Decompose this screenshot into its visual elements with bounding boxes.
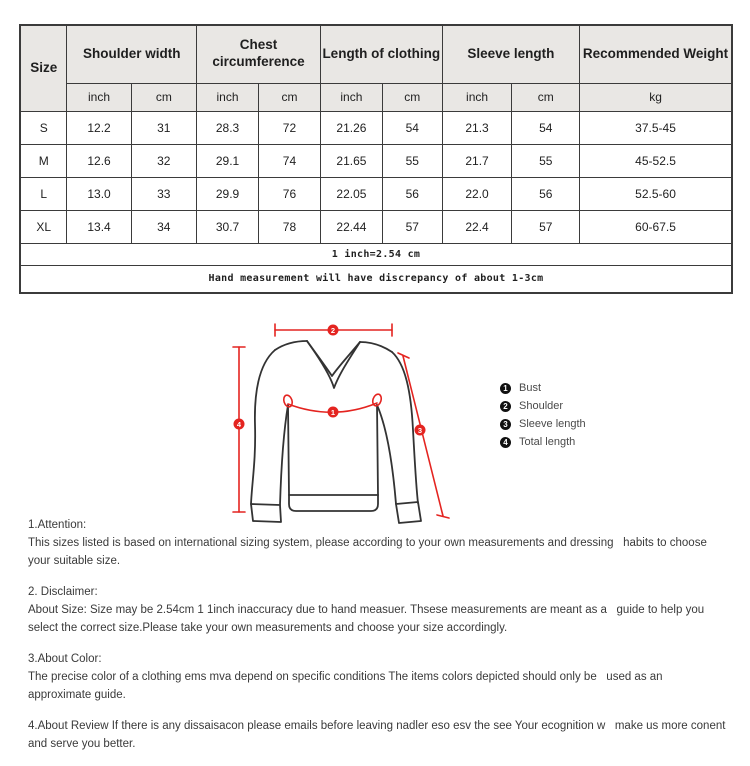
- value-cell: 37.5-45: [580, 111, 732, 144]
- col-header-recommended-weight: Recommended Weight: [580, 25, 732, 83]
- value-cell: 56: [382, 177, 442, 210]
- value-cell: 13.4: [67, 210, 131, 243]
- legend-item-total-length: [500, 433, 586, 451]
- value-cell: 34: [131, 210, 197, 243]
- col-header-chest-circumference: Chest circumference: [197, 25, 321, 83]
- size-cell: XL: [20, 210, 67, 243]
- size-cell: L: [20, 177, 67, 210]
- note-about-color: [28, 650, 728, 704]
- unit-cell: inch: [320, 83, 382, 111]
- value-cell: 56: [512, 177, 580, 210]
- note-body: 4.About Review If there is any dissaisacon please emails before leaving nadler eso esv the see Your ecognition w make us more conent and serve you better.: [28, 720, 729, 750]
- unit-cell: cm: [512, 83, 580, 111]
- table-row-size-s: [20, 111, 732, 144]
- col-header-size: Size: [20, 25, 67, 111]
- value-cell: 72: [259, 111, 321, 144]
- bust-badge-number: 1: [330, 407, 336, 417]
- note-body: About Size: Size may be 2.54cm 1 1inch inaccuracy due to hand measuer. Thsese measurements are meant as a guide to help you select the correct size.Please take your own measurements and choose your size accordingly.: [28, 604, 708, 634]
- value-cell: 21.7: [442, 144, 512, 177]
- unit-cell: inch: [197, 83, 259, 111]
- value-cell: 52.5-60: [580, 177, 732, 210]
- legend-label: Bust: [519, 382, 542, 394]
- value-cell: 54: [512, 111, 580, 144]
- unit-cell: cm: [259, 83, 321, 111]
- value-cell: 74: [259, 144, 321, 177]
- col-header-sleeve-length: Sleeve length: [442, 25, 579, 83]
- notes-section: [28, 516, 728, 766]
- size-cell: M: [20, 144, 67, 177]
- size-table: [19, 24, 733, 294]
- table-row-size-xl: [20, 210, 732, 243]
- legend-item-shoulder: [500, 397, 586, 415]
- note-body: This sizes listed is based on international sizing system, please according to your own measurements and dressing habits to choose your suitable size.: [28, 537, 711, 567]
- value-cell: 57: [512, 210, 580, 243]
- value-cell: 21.26: [320, 111, 382, 144]
- value-cell: 22.0: [442, 177, 512, 210]
- legend-item-sleeve-length: [500, 415, 586, 433]
- table-unit-row: [20, 83, 732, 111]
- sweater-measurement-diagram: [222, 313, 476, 539]
- table-footnote-inch-conversion: [20, 243, 732, 265]
- value-cell: 30.7: [197, 210, 259, 243]
- legend-label: Sleeve length: [519, 418, 586, 430]
- sleeve-badge-number: 3: [417, 425, 423, 435]
- value-cell: 22.05: [320, 177, 382, 210]
- unit-cell: cm: [131, 83, 197, 111]
- note-heading: 2. Disclaimer:: [28, 586, 98, 598]
- value-cell: 45-52.5: [580, 144, 732, 177]
- sweater-outline: [251, 341, 421, 523]
- measurement-badges: [234, 325, 426, 436]
- value-cell: 54: [382, 111, 442, 144]
- legend-label: Total length: [519, 436, 576, 448]
- value-cell: 55: [512, 144, 580, 177]
- legend-number-icon: 4: [500, 437, 511, 448]
- value-cell: 76: [259, 177, 321, 210]
- note-body: The precise color of a clothing ems mva depend on specific conditions The items colors depicted should only be used as an approximate guide.: [28, 671, 666, 701]
- legend-number-icon: 3: [500, 419, 511, 430]
- value-cell: 31: [131, 111, 197, 144]
- value-cell: 55: [382, 144, 442, 177]
- legend-item-bust: [500, 379, 586, 397]
- note-disclaimer: [28, 583, 728, 637]
- value-cell: 22.44: [320, 210, 382, 243]
- legend-label: Shoulder: [519, 400, 564, 412]
- value-cell: 32: [131, 144, 197, 177]
- footnote-text: 1 inch=2.54 cm: [20, 243, 732, 265]
- value-cell: 22.4: [442, 210, 512, 243]
- legend-number-icon: 1: [500, 383, 511, 394]
- legend-number-icon: 2: [500, 401, 511, 412]
- table-footnote-hand-measurement: [20, 265, 732, 293]
- value-cell: 28.3: [197, 111, 259, 144]
- col-header-length-of-clothing: Length of clothing: [320, 25, 442, 83]
- unit-cell: kg: [580, 83, 732, 111]
- value-cell: 57: [382, 210, 442, 243]
- value-cell: 12.6: [67, 144, 131, 177]
- shoulder-badge-number: 2: [330, 325, 336, 335]
- total-length-badge-number: 4: [236, 419, 242, 429]
- value-cell: 33: [131, 177, 197, 210]
- table-header-row: [20, 25, 732, 83]
- value-cell: 21.3: [442, 111, 512, 144]
- value-cell: 60-67.5: [580, 210, 732, 243]
- col-header-shoulder-width: Shoulder width: [67, 25, 197, 83]
- unit-cell: cm: [382, 83, 442, 111]
- value-cell: 21.65: [320, 144, 382, 177]
- value-cell: 12.2: [67, 111, 131, 144]
- unit-cell: inch: [67, 83, 131, 111]
- table-row-size-m: [20, 144, 732, 177]
- value-cell: 78: [259, 210, 321, 243]
- note-heading: 3.About Color:: [28, 653, 102, 665]
- table-row-size-l: [20, 177, 732, 210]
- unit-cell: inch: [442, 83, 512, 111]
- note-attention: [28, 516, 728, 570]
- note-heading: 1.Attention:: [28, 519, 87, 531]
- note-about-review: [28, 717, 728, 753]
- diagram-legend: [500, 379, 586, 451]
- value-cell: 29.1: [197, 144, 259, 177]
- footnote-text: Hand measurement will have discrepancy of about 1-3cm: [20, 265, 732, 293]
- value-cell: 13.0: [67, 177, 131, 210]
- sleeve-length-line: [403, 356, 443, 516]
- size-cell: S: [20, 111, 67, 144]
- value-cell: 29.9: [197, 177, 259, 210]
